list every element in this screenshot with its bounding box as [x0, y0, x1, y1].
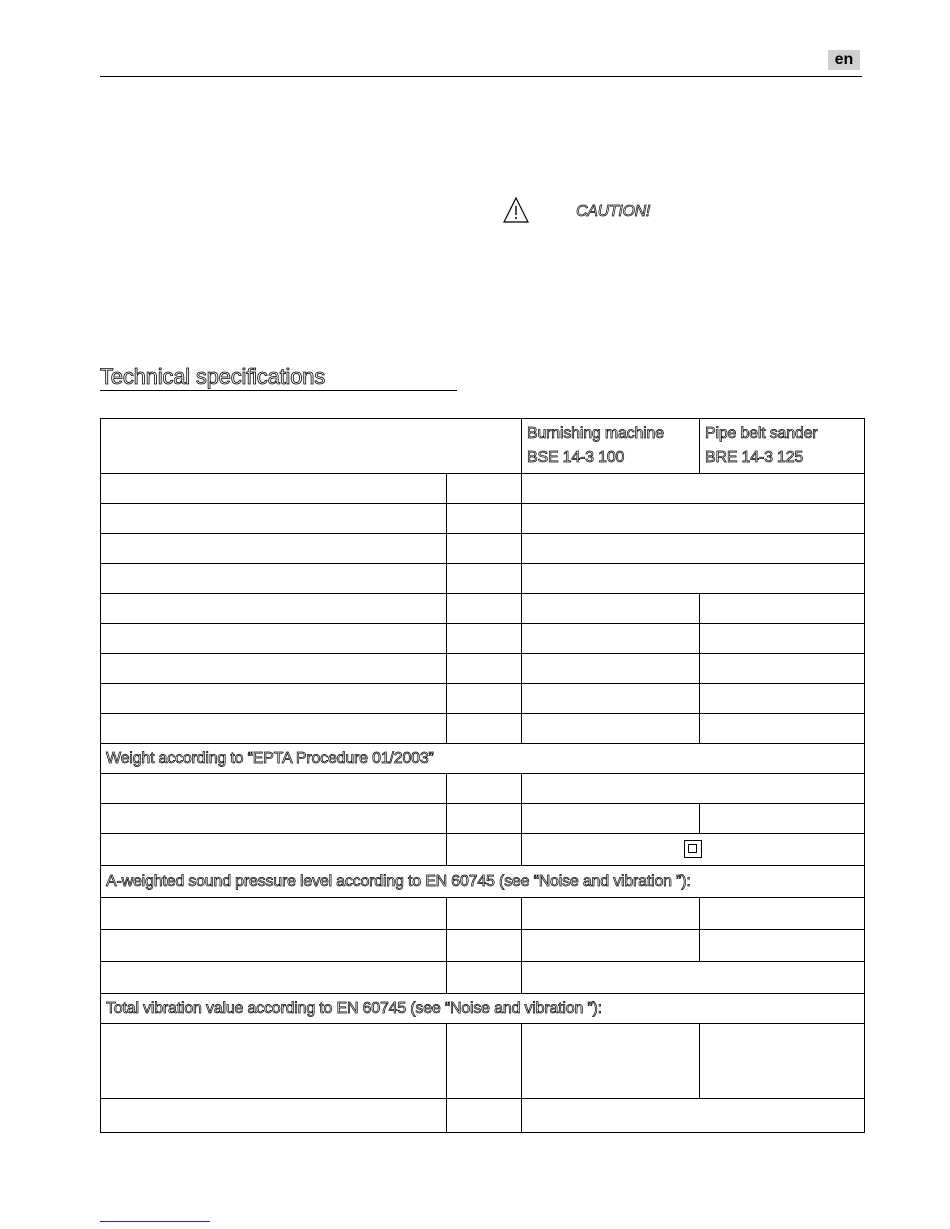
header-divider — [100, 76, 862, 77]
row-label-cell — [101, 624, 447, 654]
row-label-cell — [101, 930, 447, 962]
section-title: Technical specifications — [100, 364, 326, 389]
table-row — [101, 774, 865, 804]
table-row — [101, 804, 865, 834]
row-label-cell — [101, 534, 447, 564]
column-name: Pipe belt sander — [705, 425, 818, 442]
table-row — [101, 834, 865, 866]
protection-class-cell — [522, 834, 865, 866]
row-value-cell — [522, 774, 865, 804]
row-value-cell — [522, 594, 700, 624]
row-value-cell — [700, 594, 865, 624]
table-row — [101, 654, 865, 684]
row-unit-cell — [447, 564, 522, 594]
row-label-cell — [101, 1099, 447, 1133]
row-value-cell — [522, 564, 865, 594]
table-row — [101, 594, 865, 624]
row-value-cell — [700, 654, 865, 684]
row-value-cell — [522, 962, 865, 994]
row-value-cell — [700, 898, 865, 930]
row-unit-cell — [447, 962, 522, 994]
row-value-cell — [522, 474, 865, 504]
table-row — [101, 1024, 865, 1099]
table-row — [101, 1099, 865, 1133]
row-unit-cell — [447, 474, 522, 504]
column-header-burnishing-machine — [522, 419, 700, 474]
row-value-cell — [522, 654, 700, 684]
weight-section-row — [101, 744, 865, 774]
row-value-cell — [522, 804, 700, 834]
row-unit-cell — [447, 714, 522, 744]
row-value-cell — [700, 804, 865, 834]
row-unit-cell — [447, 898, 522, 930]
row-unit-cell — [447, 624, 522, 654]
weight-section-heading: Weight according to “EPTA Procedure 01/2003” — [101, 744, 865, 774]
table-row — [101, 898, 865, 930]
table-row — [101, 624, 865, 654]
row-value-cell — [700, 684, 865, 714]
footer-link-underline — [100, 1221, 210, 1222]
row-label-cell — [101, 594, 447, 624]
row-unit-cell — [447, 930, 522, 962]
row-label-cell — [101, 834, 447, 866]
row-label-cell — [101, 962, 447, 994]
row-value-cell — [522, 624, 700, 654]
vibration-section-heading: Total vibration value according to EN 60745 (see “Noise and vibration ”): — [101, 994, 865, 1024]
table-row — [101, 534, 865, 564]
row-label-cell — [101, 684, 447, 714]
row-unit-cell — [447, 594, 522, 624]
row-value-cell — [522, 714, 700, 744]
row-label-cell — [101, 714, 447, 744]
row-label-cell — [101, 1024, 447, 1099]
column-name: Burnishing machine — [527, 425, 664, 442]
row-label-cell — [101, 898, 447, 930]
row-label-cell — [101, 504, 447, 534]
row-unit-cell — [447, 774, 522, 804]
table-header-row — [101, 419, 865, 474]
row-value-cell — [700, 714, 865, 744]
table-row — [101, 564, 865, 594]
protection-class-ii-icon — [684, 840, 702, 858]
sound-section-row — [101, 866, 865, 898]
table-row — [101, 504, 865, 534]
row-unit-cell — [447, 1099, 522, 1133]
header-blank-cell — [101, 419, 522, 474]
column-header-pipe-belt-sander — [700, 419, 865, 474]
row-value-cell — [522, 684, 700, 714]
warning-triangle-icon — [502, 196, 530, 224]
technical-specifications-table — [100, 418, 865, 1133]
row-value-cell — [522, 1024, 700, 1099]
table-row — [101, 714, 865, 744]
row-value-cell — [700, 624, 865, 654]
row-label-cell — [101, 564, 447, 594]
column-model: BRE 14-3 125 — [705, 449, 804, 466]
row-unit-cell — [447, 834, 522, 866]
row-value-cell — [522, 504, 865, 534]
table-row — [101, 684, 865, 714]
caution-notice — [502, 196, 702, 226]
table-row — [101, 474, 865, 504]
row-unit-cell — [447, 504, 522, 534]
table-row — [101, 930, 865, 962]
row-value-cell — [522, 534, 865, 564]
row-label-cell — [101, 654, 447, 684]
row-value-cell — [522, 930, 700, 962]
row-unit-cell — [447, 654, 522, 684]
row-label-cell — [101, 774, 447, 804]
row-unit-cell — [447, 684, 522, 714]
row-label-cell — [101, 474, 447, 504]
row-value-cell — [700, 930, 865, 962]
caution-label: CAUTION! — [576, 203, 651, 220]
column-model: BSE 14-3 100 — [527, 449, 625, 466]
row-label-cell — [101, 804, 447, 834]
language-badge: en — [828, 50, 860, 70]
row-unit-cell — [447, 534, 522, 564]
row-unit-cell — [447, 1024, 522, 1099]
row-value-cell — [700, 1024, 865, 1099]
table-row — [101, 962, 865, 994]
vibration-section-row — [101, 994, 865, 1024]
row-unit-cell — [447, 804, 522, 834]
section-title-underline — [100, 390, 457, 391]
row-value-cell — [522, 1099, 865, 1133]
row-value-cell — [522, 898, 700, 930]
sound-section-heading: A-weighted sound pressure level according to EN 60745 (see “Noise and vibration ”): — [101, 866, 865, 898]
